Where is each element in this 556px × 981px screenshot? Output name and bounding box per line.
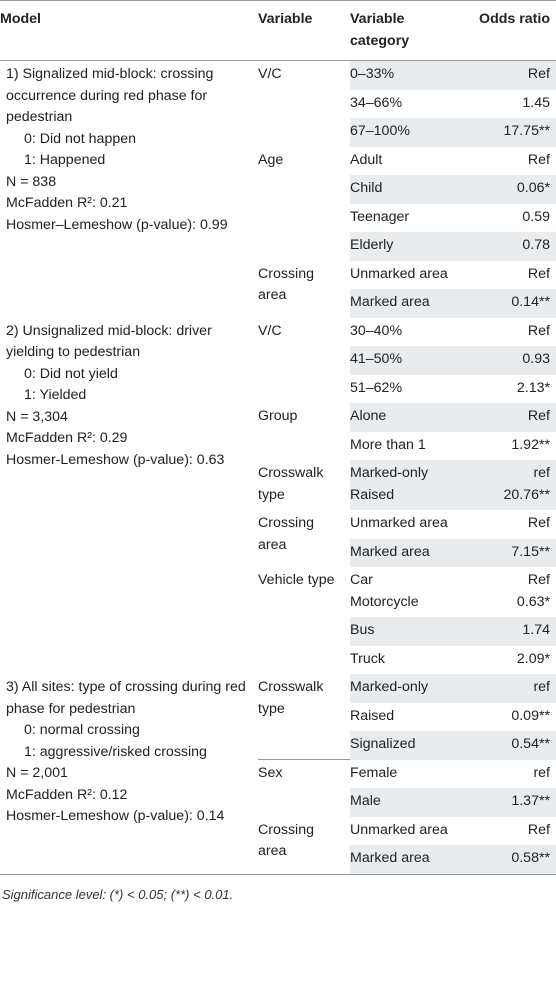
odds-ratio-text: Ref — [527, 515, 550, 531]
category-text: Bus — [350, 622, 375, 638]
odds-ratio-text: 1.92** — [511, 436, 550, 453]
category-cell — [350, 432, 466, 461]
category-cell — [350, 731, 466, 760]
odds-ratio-cell — [466, 375, 556, 404]
model-line: Hosmer-Lemeshow (p-value): 0.14 — [6, 808, 225, 824]
model-line: N = 3,304 — [6, 408, 68, 425]
odds-ratio-cell — [466, 204, 556, 233]
odds-ratio-text: Ref — [527, 265, 550, 282]
table-body — [0, 61, 556, 875]
odds-ratio-text: 17.75** — [503, 123, 550, 139]
model-line: McFadden R²: 0.21 — [6, 195, 128, 211]
odds-ratio-text: 0.14** — [511, 294, 550, 310]
category-text: 51–62% — [350, 379, 403, 396]
model-line: 0: Did not yield — [24, 365, 118, 382]
category-cell — [350, 510, 466, 539]
odds-ratio-cell — [466, 403, 556, 432]
variable-cell: Group — [258, 403, 350, 460]
category-cell — [350, 375, 466, 404]
category-cell — [350, 232, 466, 261]
model-line: 1: Yielded — [24, 387, 87, 403]
model-line: 1) Signalized mid-block: crossing occurrence during red phase for pedestrian — [6, 66, 214, 125]
odds-ratio-cell — [466, 817, 556, 846]
table-header — [0, 1, 556, 61]
category-text: 41–50% — [350, 351, 403, 367]
odds-ratio-cell — [466, 432, 556, 461]
category-text: Raised — [350, 486, 395, 503]
model-line: 1: Happened — [24, 152, 106, 168]
category-text: 30–40% — [350, 322, 403, 339]
model-line: Hosmer–Lemeshow (p-value): 0.99 — [6, 216, 228, 233]
odds-ratio-cell — [466, 510, 556, 539]
odds-ratio-text: Ref — [527, 821, 550, 838]
variable-cell: Sex — [258, 760, 350, 817]
odds-ratio-cell — [466, 232, 556, 261]
header-category: Variable category — [350, 1, 466, 61]
odds-ratio-cell — [466, 703, 556, 732]
category-cell — [350, 90, 466, 119]
variable-cell: V/C — [258, 318, 350, 404]
odds-ratio-text: 2.13* — [516, 379, 550, 396]
odds-ratio-text: Ref — [527, 408, 550, 424]
category-text: Marked-only — [350, 465, 429, 481]
category-text: Adult — [350, 151, 383, 168]
category-cell — [350, 318, 466, 347]
odds-ratio-cell — [466, 731, 556, 760]
model-line: 0: normal crossing — [24, 722, 140, 738]
category-cell — [350, 204, 466, 233]
odds-ratio-cell — [466, 646, 556, 675]
odds-ratio-text: Ref — [527, 572, 550, 588]
category-text: 67–100% — [350, 123, 410, 139]
variable-cell: Crosswalk type — [258, 674, 350, 760]
odds-ratio-text: 0.06* — [516, 180, 550, 196]
category-cell — [350, 817, 466, 846]
odds-ratio-cell — [466, 845, 556, 874]
odds-ratio-text: 2.09* — [516, 650, 550, 667]
odds-ratio-cell — [466, 175, 556, 204]
odds-ratio-text: Ref — [527, 151, 550, 168]
table-row — [0, 318, 556, 347]
odds-ratio-text: 0.59 — [522, 208, 550, 225]
model-line: N = 838 — [6, 173, 57, 190]
category-cell — [350, 403, 466, 432]
category-text: Marked area — [350, 850, 430, 866]
category-cell — [350, 788, 466, 817]
model-line: N = 2,001 — [6, 765, 68, 781]
variable-cell: Crossing area — [258, 261, 350, 318]
category-text: Marked area — [350, 294, 430, 310]
odds-ratio-text: 0.63* — [516, 593, 550, 610]
odds-ratio-cell — [466, 674, 556, 703]
odds-ratio-text: 0.93 — [522, 351, 550, 367]
odds-ratio-text: Ref — [527, 66, 550, 82]
category-text: Marked-only — [350, 679, 429, 695]
model-line: 1: aggressive/risked crossing — [24, 743, 207, 760]
odds-ratio-text: 0.09** — [511, 707, 550, 724]
odds-ratio-text: 20.76** — [503, 486, 550, 503]
odds-ratio-text: 0.54** — [511, 736, 550, 752]
category-cell — [350, 261, 466, 290]
model-line: 2) Unsignalized mid-block: driver yielding to pedestrian — [6, 322, 212, 360]
table-row — [0, 674, 556, 703]
category-text: Car — [350, 572, 373, 588]
category-cell — [350, 61, 466, 90]
model-line: 3) All sites: type of crossing during red phase for pedestrian — [6, 679, 246, 717]
category-text: Unmarked area — [350, 821, 448, 838]
odds-ratio-cell — [466, 318, 556, 347]
odds-ratio-cell — [466, 61, 556, 90]
odds-ratio-cell — [466, 346, 556, 375]
category-text: Unmarked area — [350, 515, 448, 531]
model-line: 0: Did not happen — [24, 130, 137, 147]
category-text: Male — [350, 793, 381, 809]
footnote: Significance level: (*) < 0.05; (**) < 0.01. — [2, 886, 234, 902]
odds-ratio-cell — [466, 539, 556, 568]
odds-ratio-cell — [466, 90, 556, 119]
variable-cell: Crosswalk type — [258, 460, 350, 510]
model-line: McFadden R²: 0.29 — [6, 430, 128, 446]
odds-ratio-cell — [466, 788, 556, 817]
category-cell — [350, 760, 466, 789]
odds-ratio-cell — [466, 460, 556, 510]
odds-ratio-text: ref — [533, 764, 550, 781]
category-cell — [350, 346, 466, 375]
category-text: Alone — [350, 408, 387, 424]
odds-ratio-cell — [466, 760, 556, 789]
category-text: Elderly — [350, 237, 394, 253]
odds-ratio-cell — [466, 261, 556, 290]
odds-ratio-cell — [466, 617, 556, 646]
header-model: Model — [0, 1, 258, 61]
category-text: Teenager — [350, 208, 410, 225]
variable-cell: Age — [258, 147, 350, 261]
category-cell — [350, 175, 466, 204]
category-cell — [350, 147, 466, 176]
category-cell — [350, 703, 466, 732]
category-text: Truck — [350, 650, 385, 667]
category-text: Unmarked area — [350, 265, 448, 282]
odds-ratio-text: 0.78 — [522, 237, 550, 253]
category-cell — [350, 674, 466, 703]
header-odds-ratio: Odds ratio — [466, 1, 556, 61]
odds-ratio-cell — [466, 567, 556, 617]
model-line: McFadden R²: 0.12 — [6, 786, 128, 803]
odds-ratio-cell — [466, 118, 556, 147]
model-description — [0, 318, 258, 675]
category-text: 34–66% — [350, 94, 403, 111]
category-cell — [350, 617, 466, 646]
model-line: Hosmer-Lemeshow (p-value): 0.63 — [6, 451, 225, 468]
category-cell — [350, 539, 466, 568]
category-cell — [350, 845, 466, 874]
odds-ratio-text: ref — [533, 465, 550, 481]
table-row — [0, 61, 556, 90]
category-text: More than 1 — [350, 436, 426, 453]
odds-ratio-text: 0.58** — [511, 850, 550, 866]
variable-cell: Vehicle type — [258, 567, 350, 674]
odds-ratio-text: ref — [533, 679, 550, 695]
category-cell — [350, 118, 466, 147]
odds-ratio-cell — [466, 289, 556, 318]
variable-cell: Crossing area — [258, 817, 350, 875]
category-text: 0–33% — [350, 66, 395, 82]
category-text: Marked area — [350, 543, 430, 560]
odds-ratio-text: 7.15** — [511, 543, 550, 560]
category-text: Raised — [350, 707, 395, 724]
odds-ratio-text: 1.74 — [522, 622, 550, 638]
category-text: Child — [350, 180, 383, 196]
category-text: Motorcycle — [350, 593, 419, 610]
odds-ratio-text: 1.45 — [522, 94, 550, 111]
variable-cell: V/C — [258, 61, 350, 147]
odds-ratio-text: 1.37** — [511, 793, 550, 809]
category-cell — [350, 460, 466, 510]
category-cell — [350, 289, 466, 318]
odds-ratio-text: Ref — [527, 322, 550, 339]
category-cell — [350, 646, 466, 675]
category-text: Signalized — [350, 736, 416, 752]
model-description — [0, 674, 258, 874]
model-description — [0, 61, 258, 318]
variable-cell: Crossing area — [258, 510, 350, 567]
odds-ratio-cell — [466, 147, 556, 176]
category-text: Female — [350, 764, 398, 781]
category-cell — [350, 567, 466, 617]
header-variable: Variable — [258, 1, 350, 61]
